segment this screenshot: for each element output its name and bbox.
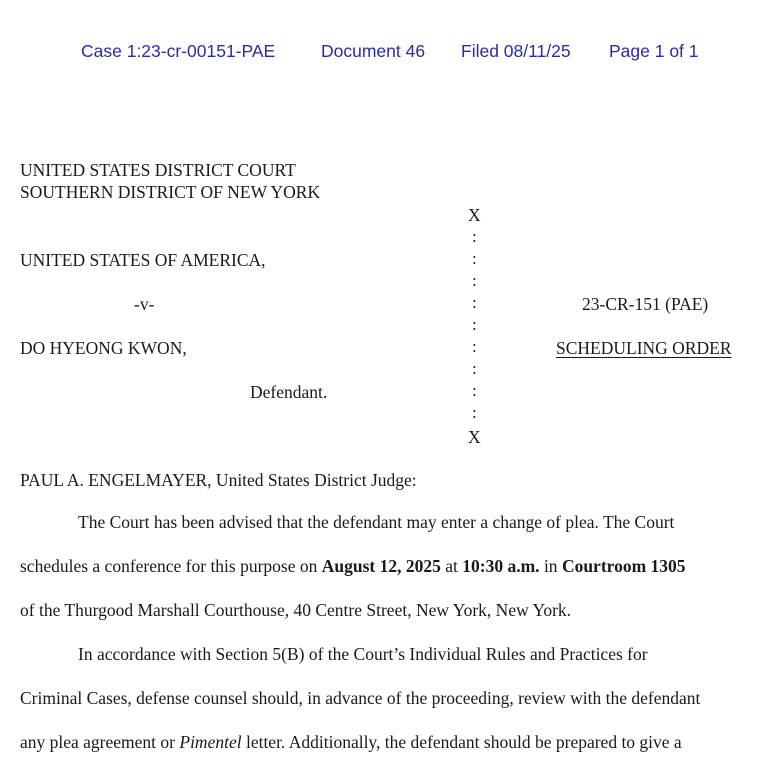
header-filed-date: Filed 08/11/25 bbox=[461, 41, 571, 61]
caption-colon: : bbox=[472, 293, 477, 312]
paragraph-1-line-2 bbox=[20, 556, 686, 577]
rule-x-marker: X bbox=[468, 427, 481, 447]
caption-colon: : bbox=[472, 249, 477, 268]
caption-colon: : bbox=[472, 271, 477, 290]
judge-attribution: PAUL A. ENGELMAYER, United States District Judge: bbox=[20, 470, 417, 490]
plaintiff-name: UNITED STATES OF AMERICA, bbox=[20, 250, 266, 270]
hearing-time: 10:30 a.m. bbox=[462, 556, 540, 576]
paragraph-2-line-2: Criminal Cases, defense counsel should, in advance of the proceeding, review with the defendant bbox=[20, 688, 701, 708]
caption-colon: : bbox=[472, 381, 477, 400]
text-run: letter. Additionally, the defendant should be prepared to give a bbox=[241, 732, 682, 752]
text-run: in bbox=[539, 556, 562, 576]
defendant-label: Defendant. bbox=[250, 382, 328, 402]
hearing-date: August 12, 2025 bbox=[321, 556, 441, 576]
court-district: SOUTHERN DISTRICT OF NEW YORK bbox=[20, 182, 321, 202]
header-document-number: Document 46 bbox=[321, 41, 426, 61]
court-name: UNITED STATES DISTRICT COURT bbox=[20, 160, 296, 180]
paragraph-1-line-1: The Court has been advised that the defendant may enter a change of plea. The Court bbox=[78, 512, 675, 532]
paragraph-1-line-3: of the Thurgood Marshall Courthouse, 40 Centre Street, New York, New York. bbox=[20, 600, 572, 620]
rule-x-marker: X bbox=[468, 205, 481, 225]
courtroom: Courtroom 1305 bbox=[561, 556, 686, 576]
caption-colon: : bbox=[472, 337, 477, 356]
caption-colon: : bbox=[472, 315, 477, 334]
text-run: at bbox=[440, 556, 463, 576]
text-run: any plea agreement or bbox=[20, 732, 180, 752]
caption-colon: : bbox=[472, 403, 477, 422]
paragraph-2-line-3 bbox=[20, 732, 682, 753]
defendant-name: DO HYEONG KWON, bbox=[20, 338, 187, 358]
caption-colon: : bbox=[472, 227, 477, 246]
text-run: schedules a conference for this purpose on bbox=[20, 556, 322, 576]
pimentel-term: Pimentel bbox=[179, 732, 242, 752]
versus-label: -v- bbox=[134, 294, 155, 314]
header-page-count: Page 1 of 1 bbox=[609, 41, 699, 61]
order-title: SCHEDULING ORDER bbox=[556, 338, 732, 358]
paragraph-2-line-1: In accordance with Section 5(B) of the Court’s Individual Rules and Practices for bbox=[78, 644, 648, 664]
header-case-number: Case 1:23-cr-00151-PAE bbox=[81, 41, 276, 61]
caption-colon: : bbox=[472, 359, 477, 378]
docket-number: 23-CR-151 (PAE) bbox=[582, 294, 709, 314]
